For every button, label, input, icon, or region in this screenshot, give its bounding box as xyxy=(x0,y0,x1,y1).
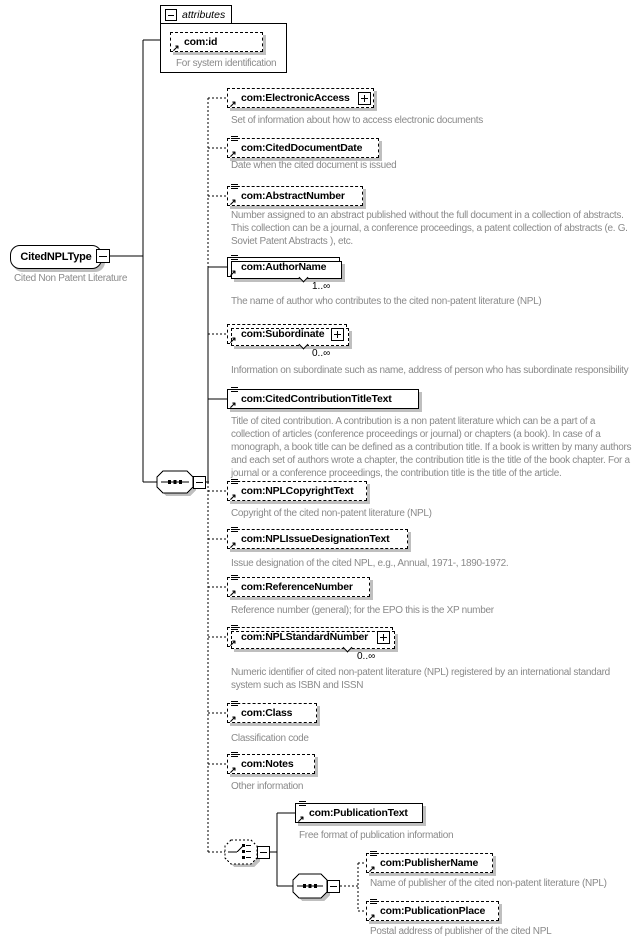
element-ref-icon: ↗ xyxy=(229,149,237,159)
text-content-icon xyxy=(231,255,238,256)
element-annotation: Copyright of the cited non-patent literature (NPL) xyxy=(231,508,432,519)
element-name: com:CitedDocumentDate xyxy=(241,142,363,154)
element-ref-icon: ↗ xyxy=(368,912,376,922)
root-collapse-button[interactable] xyxy=(96,249,110,263)
element-ref-icon: ↗ xyxy=(229,492,237,502)
element-box-citedcontributiontitletext[interactable] xyxy=(227,389,419,409)
element-name: com:PublicationText xyxy=(309,807,408,819)
attribute-name: com:id xyxy=(184,36,218,48)
text-content-icon xyxy=(231,184,238,185)
element-box-electronicaccess[interactable] xyxy=(227,88,374,108)
occurs-label: 0..∞ xyxy=(357,651,376,662)
element-annotation: Issue designation of the cited NPL, e.g., Annual, 1971-, 1890-1972. xyxy=(231,558,509,569)
occurs-label: 1..∞ xyxy=(312,281,331,292)
choice-compositor[interactable] xyxy=(225,840,257,864)
element-name: com:PublisherName xyxy=(380,857,479,869)
element-annotation: Date when the cited document is issued xyxy=(231,160,397,171)
element-annotation: Reference number (general); for the EPO this is the XP number xyxy=(231,605,494,616)
text-content-icon xyxy=(370,851,377,852)
element-annotation: Postal address of publisher of the cited NPL xyxy=(370,926,552,937)
text-content-icon xyxy=(231,625,238,626)
element-box-notes[interactable] xyxy=(227,754,315,774)
element-annotation: Set of information about how to access electronic documents xyxy=(231,115,483,126)
element-ref-icon: ↗ xyxy=(297,814,305,824)
element-box-nplcopyrighttext[interactable] xyxy=(227,481,367,501)
element-name: com:ElectronicAccess xyxy=(241,92,350,104)
sequence-compositor[interactable] xyxy=(157,471,193,493)
text-content-icon xyxy=(231,527,238,528)
element-annotation: Classification code xyxy=(231,733,309,744)
element-annotation: Number assigned to an abstract published without the full document in a collection of abstracts. This collection can be a journal, a conference proceedings, a patent collection of abstracts (e. G. Soviet Patent Abstracts ), etc. xyxy=(231,210,628,247)
element-ref-icon: ↗ xyxy=(229,638,237,648)
attributes-label: attributes xyxy=(182,8,226,21)
element-name: com:Notes xyxy=(241,758,294,770)
root-type-box[interactable] xyxy=(10,245,102,269)
element-ref-icon: ↗ xyxy=(229,335,237,345)
element-name: com:Subordinate xyxy=(241,328,325,340)
element-box-citeddocumentdate[interactable] xyxy=(227,138,379,158)
text-content-icon xyxy=(231,479,238,480)
expand-plus-button[interactable] xyxy=(331,328,344,341)
attribute-annotation: For system identification xyxy=(176,58,277,69)
expand-plus-button[interactable] xyxy=(358,92,371,105)
sequence-2-collapse-button[interactable] xyxy=(327,880,340,893)
element-ref-icon: ↗ xyxy=(229,765,237,775)
element-ref-icon: ↗ xyxy=(229,400,237,410)
element-box-referencenumber[interactable] xyxy=(227,577,370,597)
element-annotation: Name of publisher of the cited non-patent literature (NPL) xyxy=(370,878,607,889)
text-content-icon xyxy=(231,575,238,576)
sequence-compositor-2[interactable] xyxy=(293,874,327,898)
element-name: com:NPLStandardNumber xyxy=(241,631,369,643)
element-name: com:AbstractNumber xyxy=(241,190,345,202)
element-box-nplstandardnumber[interactable] xyxy=(227,627,393,647)
text-content-icon xyxy=(231,752,238,753)
element-box-abstractnumber[interactable] xyxy=(227,186,363,206)
choice-collapse-button[interactable] xyxy=(257,846,270,859)
text-content-icon xyxy=(370,899,377,900)
text-content-icon xyxy=(299,801,306,802)
element-name: com:AuthorName xyxy=(241,261,327,273)
element-ref-icon: ↗ xyxy=(229,268,237,278)
element-ref-icon: ↗ xyxy=(368,864,376,874)
element-annotation: Free format of publication information xyxy=(299,830,454,841)
element-annotation: The name of author who contributes to the cited non-patent literature (NPL) xyxy=(231,296,542,307)
text-content-icon xyxy=(231,701,238,702)
element-name: com:NPLCopyrightText xyxy=(241,485,354,497)
attribute-box-com-id[interactable] xyxy=(170,32,263,52)
attribute-ref-icon: ↗ xyxy=(172,43,180,53)
element-ref-icon: ↗ xyxy=(229,99,237,109)
element-name: com:PublicationPlace xyxy=(380,905,486,917)
element-box-authorname[interactable] xyxy=(227,257,340,277)
element-annotation: Other information xyxy=(231,781,304,792)
root-annotation: Cited Non Patent Literature xyxy=(14,273,128,284)
expand-plus-button[interactable] xyxy=(377,631,390,644)
element-ref-icon: ↗ xyxy=(229,588,237,598)
element-annotation: Title of cited contribution. A contribution is a non patent literature which can be a part of a collection of articles (conference proceedings or journal) or chapters (a book). In case of a monograph, a book title can be defined as a contribution title. If a book is written by many authors and each set of authors wrote a chapter, the contribution title is the title of the book chapter. For a journal or a conference proceedings, the contribution title is the title of the article. xyxy=(231,416,632,479)
element-ref-icon: ↗ xyxy=(229,197,237,207)
element-box-subordinate[interactable] xyxy=(227,324,347,344)
element-name: com:NPLIssueDesignationText xyxy=(241,533,390,545)
sequence-collapse-button[interactable] xyxy=(193,476,206,489)
element-annotation: Numeric identifier of cited non-patent literature (NPL) registered by an international standard system such as ISBN and ISSN xyxy=(231,667,610,691)
element-box-nplissuedesignationtext[interactable] xyxy=(227,529,408,549)
element-name: com:Class xyxy=(241,707,293,719)
root-type-name: CitedNPLType xyxy=(20,251,92,263)
element-box-publicationtext[interactable] xyxy=(295,803,423,823)
element-box-publicationplace[interactable] xyxy=(366,901,499,921)
text-content-icon xyxy=(231,136,238,137)
element-name: com:ReferenceNumber xyxy=(241,581,353,593)
element-name: com:CitedContributionTitleText xyxy=(241,393,392,405)
text-content-icon xyxy=(231,387,238,388)
element-box-class[interactable] xyxy=(227,703,317,723)
element-ref-icon: ↗ xyxy=(229,714,237,724)
element-annotation: Information on subordinate such as name, address of person who has subordinate responsibility xyxy=(231,365,629,376)
element-box-publishername[interactable] xyxy=(366,853,493,873)
occurs-label: 0..∞ xyxy=(312,348,331,359)
attributes-collapse-button[interactable] xyxy=(165,9,177,21)
element-ref-icon: ↗ xyxy=(229,540,237,550)
